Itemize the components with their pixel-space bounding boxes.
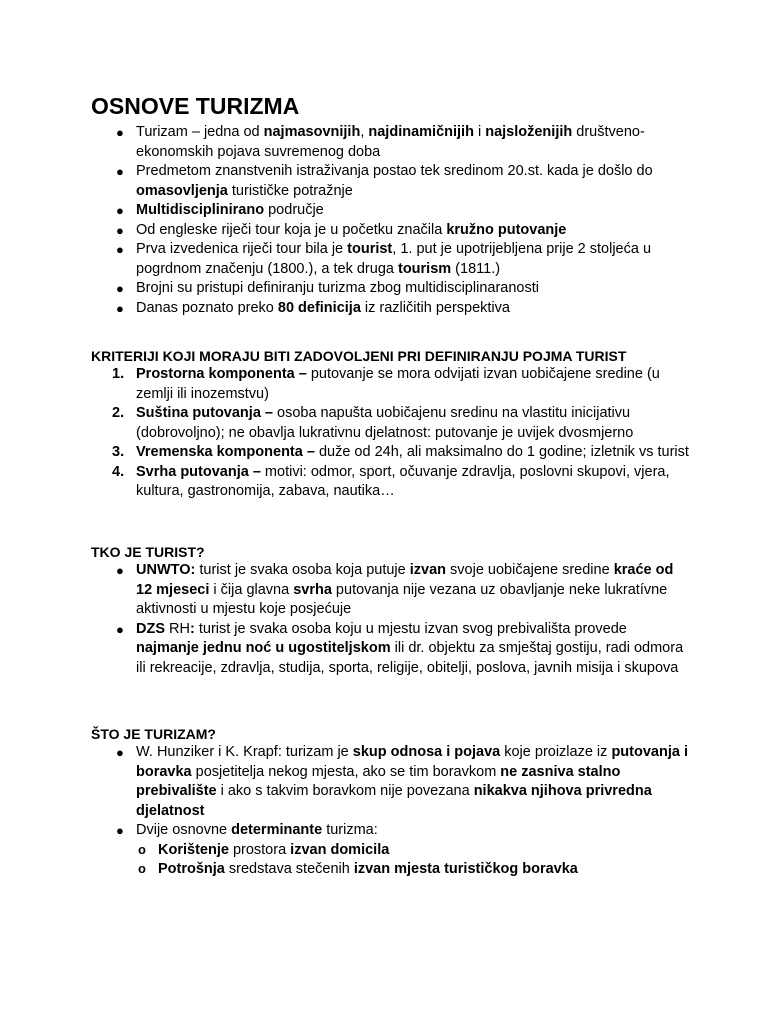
section-sto-je-turizam [91, 725, 691, 880]
list-item [91, 240, 691, 279]
bullet-icon: ● [116, 222, 124, 238]
list-item [91, 404, 691, 443]
list-item [91, 279, 691, 299]
text-run: osoba napušta uobičajenu sredinu na vlastitu inicijativu (dobrovoljno); ne obavlja lukrativnu djelatnost: putovanje je uvijek dvosmjerno [136, 405, 634, 441]
bold-run: tourist [347, 241, 393, 257]
list-item-text [136, 300, 510, 316]
bold-run: izvan [409, 562, 447, 578]
bold-run: ne zasniva stalno prebivalište [136, 763, 621, 799]
bold-run: izvan mjesta turističkog boravka [353, 861, 578, 877]
page-title: OSNOVE TURIZMA [91, 93, 300, 119]
bullet-icon: ● [116, 823, 124, 838]
text-run: Prva izvedenica riječi tour bila je [136, 241, 348, 257]
list-item-text [136, 621, 683, 676]
text-run: i [473, 124, 486, 140]
list-item [91, 561, 691, 620]
bold-run: najdinamičnijih [368, 124, 474, 140]
bold-run: omasovljenja [136, 182, 228, 199]
bold-run: Multidisciplinirano [136, 202, 265, 218]
list-item [91, 620, 691, 679]
list-item-text [136, 444, 689, 460]
list-item-text [136, 280, 539, 296]
kriteriji-heading: KRITERIJI KOJI MORAJU BITI ZADOVOLJENI PRI DEFINIRANJU POJMA TURIST [91, 348, 627, 364]
bold-run: svrha [293, 581, 332, 598]
list-item-text [136, 562, 673, 617]
section-kriteriji [91, 347, 691, 502]
list-item [91, 463, 691, 502]
bold-run: Vremenska komponenta – [136, 444, 315, 460]
text-run: posjetitelja nekog mjesta, ako se tim boravkom [191, 763, 501, 780]
bold-run: : [189, 620, 195, 637]
text-run: , 1. put je upotrijebljena prije 2 stoljeća u pogrdnom značenju (1800.), a tek druga [136, 241, 652, 277]
bold-run: putovanja i boravka [136, 744, 688, 780]
text-run: motivi: odmor, sport, očuvanje zdravlja, poslovni skupovi, vjera, kultura, gastronomija, zabava, nautika… [136, 463, 670, 499]
bold-run: DZS [136, 620, 165, 637]
list-item [91, 743, 691, 821]
list-item [91, 821, 691, 841]
list-item [91, 221, 691, 241]
text-run: Turizam – jedna od [136, 124, 264, 140]
sub-list-item [91, 860, 691, 880]
bullet-icon: ● [116, 164, 124, 179]
text-run: duže od 24h, ali maksimalno do 1 godine; izletnik vs turist [314, 444, 689, 460]
list-item [91, 365, 691, 404]
text-run: putovanje se mora odvijati izvan uobičajene sredine (u zemlji ili inozemstvu) [136, 366, 660, 402]
turizam-heading: ŠTO JE TURIZAM? [91, 726, 216, 742]
section-osnove [91, 123, 691, 318]
list-number: 3. [112, 444, 125, 460]
bullet-icon: ● [116, 621, 124, 637]
bullet-icon: ● [116, 745, 124, 760]
list-item [91, 162, 691, 201]
text-run: turist je svaka osoba koja putuje [195, 562, 410, 578]
text-run: , [360, 124, 369, 140]
text-run: Brojni su pristupi definiranju turizma zbog multidisciplinaranosti [136, 280, 539, 296]
list-number: 4. [112, 463, 125, 480]
text-run: Od engleske riječi tour koja je u početku značila [136, 221, 447, 238]
list-item-text [136, 241, 651, 277]
text-run: turističke potražnje [227, 182, 353, 199]
bold-run: najmanje jednu noć u ugostiteljskom [136, 640, 391, 656]
circle-bullet-icon: o [138, 841, 146, 857]
list-item-text [136, 366, 660, 402]
list-item [91, 201, 691, 221]
text-run: RH [165, 620, 190, 637]
list-item [91, 299, 691, 319]
text-run: koje proizlaze iz [500, 744, 612, 760]
turist-list [91, 561, 691, 678]
text-run: i ako s takvim boravkom nije povezana [216, 783, 474, 799]
list-number: 2. [112, 405, 125, 421]
bold-run: Suština putovanja – [136, 405, 273, 421]
bullet-icon: ● [116, 125, 124, 140]
text-run: iz različitih perspektiva [360, 299, 510, 316]
text-run: ili dr. objektu za smještaj gostiju, radi odmora ili rekreacije, zdravlja, studija, sporta, religije, obitelji, poslova, javnih misija i skupova [136, 640, 684, 676]
bold-run: tourism [397, 260, 452, 277]
text-run: i čija glavna [209, 581, 294, 598]
sub-list-item [91, 841, 691, 861]
bold-run: 80 definicija [277, 299, 361, 316]
bullet-icon: ● [116, 203, 124, 218]
text-run: sredstava stečenih [224, 861, 354, 877]
text-run: putovanja nije vezana uz obavljanje neke lukratívne aktivnosti u mjestu koje posjećuje [136, 581, 668, 617]
list-item-text [136, 405, 633, 441]
list-item-text [136, 202, 324, 218]
turizam-list [91, 743, 691, 880]
bold-run: UNWTO: [136, 562, 196, 578]
list-item-text [136, 124, 645, 160]
text-run: svoje uobičajene sredine [446, 562, 614, 578]
bullet-icon: ● [116, 300, 124, 316]
bold-run: nikakva njihova privredna djelatnost [136, 783, 652, 819]
text-run: Predmetom znanstvenih istraživanja postao tek sredinom 20.st. kada je došlo do [136, 163, 653, 179]
list-item-text [158, 861, 578, 877]
osnove-list [91, 123, 691, 318]
list-number: 1. [112, 366, 125, 382]
bold-run: Prostorna komponenta – [136, 366, 307, 382]
list-item-text [136, 822, 378, 838]
kriteriji-list [91, 365, 691, 502]
text-run: Danas poznato preko [136, 299, 278, 316]
bold-run: kraće od 12 mjeseci [136, 562, 674, 598]
text-run: društveno-ekonomskih pojava suvremenog doba [136, 124, 645, 160]
text-run: W. Hunziker i K. Krapf: turizam je [136, 744, 353, 760]
text-run: prostora [228, 841, 291, 858]
bullet-icon: ● [116, 281, 124, 296]
bold-run: izvan domicila [290, 841, 390, 858]
list-item-text [136, 222, 566, 238]
text-run: Dvije osnovne [136, 822, 232, 838]
text-run: područje [264, 202, 324, 218]
list-item [91, 123, 691, 162]
bold-run: kružno putovanje [446, 221, 567, 238]
text-run: (1811.) [451, 260, 501, 277]
list-item-text [136, 744, 688, 819]
bold-run: Korištenje [158, 841, 229, 858]
bold-run: Svrha putovanja – [136, 463, 261, 480]
list-item-text [158, 842, 389, 858]
bullet-icon: ● [116, 563, 124, 578]
bold-run: skup odnosa i pojava [352, 744, 501, 760]
circle-bullet-icon: o [138, 861, 146, 876]
list-item-text [136, 464, 670, 500]
text-run: turizma: [322, 822, 378, 838]
bold-run: najsloženijih [485, 124, 573, 140]
text-run: turist je svaka osoba koju u mjestu izvan svog prebivališta provede [194, 620, 627, 637]
bullet-icon: ● [116, 242, 124, 257]
bold-run: najmasovnijih [263, 124, 361, 140]
bold-run: determinante [231, 822, 323, 838]
turist-heading: TKO JE TURIST? [91, 544, 205, 560]
bold-run: Potrošnja [158, 861, 225, 877]
section-tko-je-turist [91, 543, 691, 678]
list-item [91, 443, 691, 463]
list-item-text [136, 163, 653, 199]
